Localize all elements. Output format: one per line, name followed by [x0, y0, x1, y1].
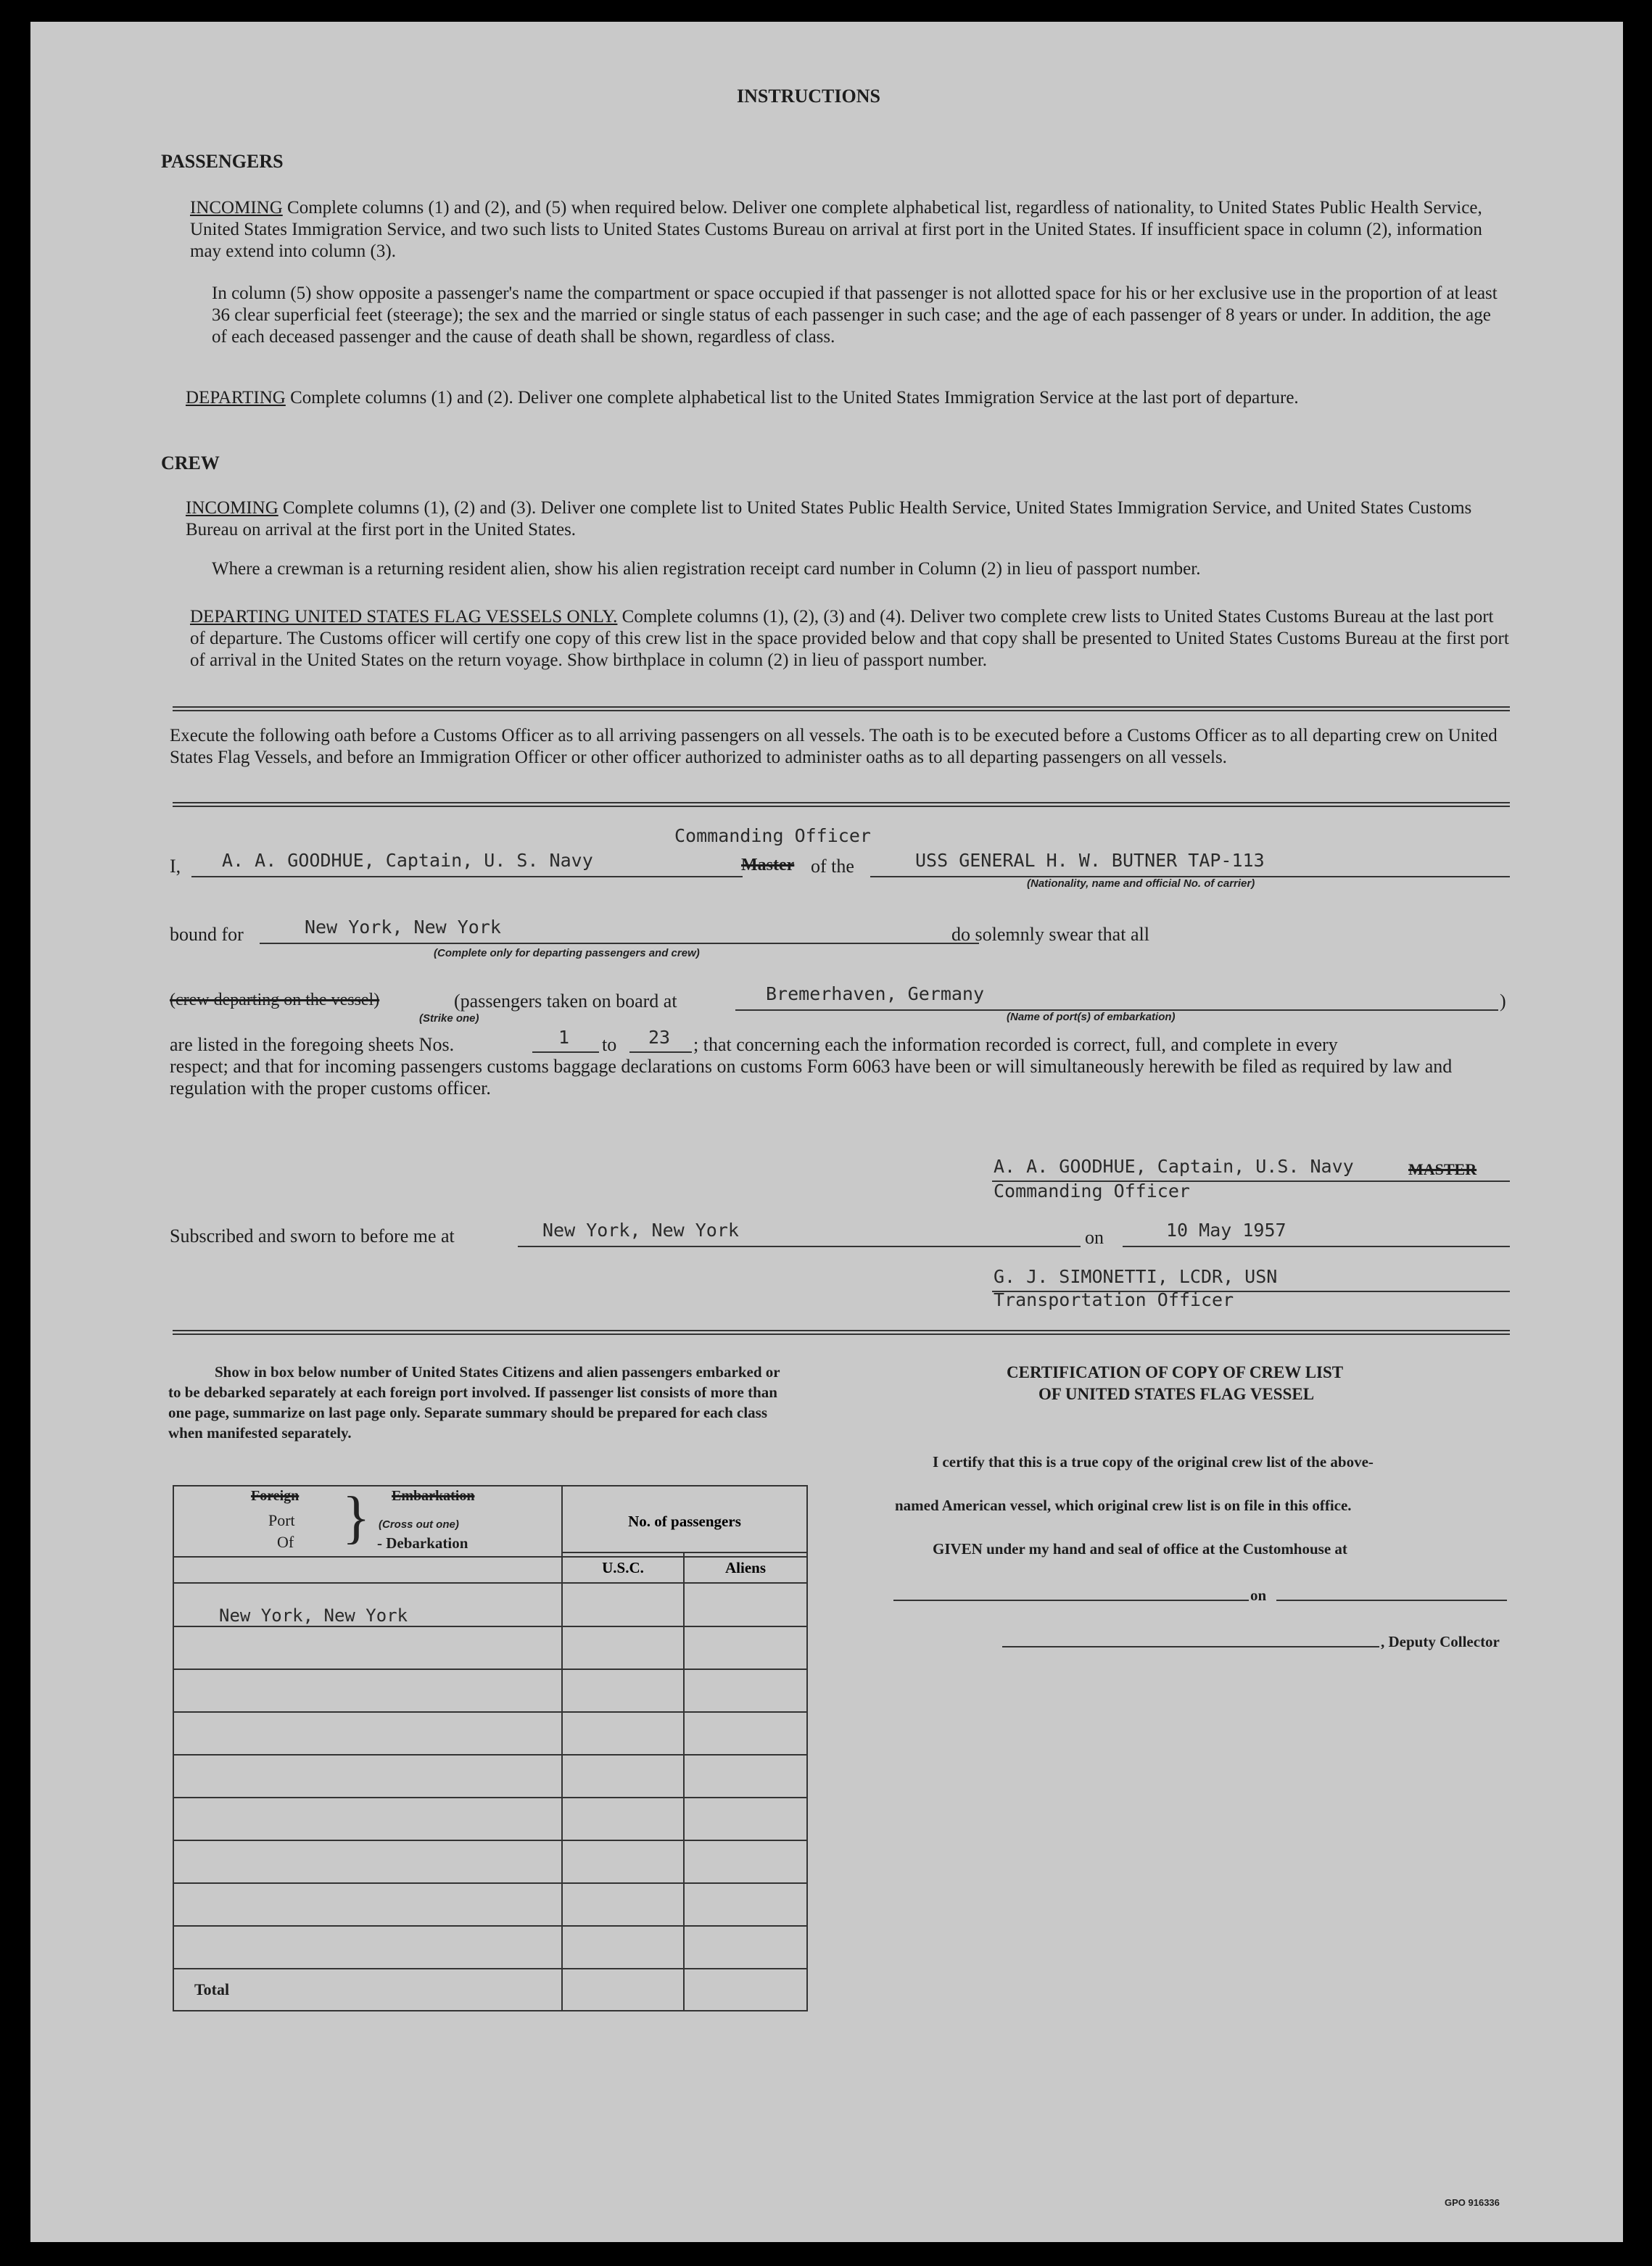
oath-body: respect; and that for incoming passengers customs baggage declarations on customs Form 6063 have been or will simultaneously herewith be filed as required by law and regulation with the proper customs officer. — [170, 1056, 1453, 1099]
embarkation-struck: Embarkation — [392, 1488, 475, 1504]
passengers-heading: PASSENGERS — [161, 151, 284, 172]
passenger-summary-table — [173, 1485, 808, 1558]
certification-line-1: I certify that this is a true copy of the original crew list of the above- — [933, 1453, 1374, 1471]
port-label: Port — [268, 1511, 295, 1529]
of-label: Of — [277, 1533, 294, 1551]
port-header-cell — [173, 1486, 562, 1557]
col-passengers: No. of passengers — [562, 1486, 807, 1557]
customhouse-line — [893, 1600, 1249, 1601]
official-name: G. J. SIMONETTI, LCDR, USN — [994, 1266, 1278, 1287]
to-label: to — [602, 1034, 617, 1055]
crew-incoming-text: Complete columns (1), (2) and (3). Deliver one complete list to United States Public Health Service, United States Immigration Service, and United States Customs Bureau on arrival at the first port in the United States. — [186, 498, 1472, 539]
crew-departing-struck: (crew departing on the vessel) — [170, 991, 380, 1009]
vessel-caption: (Nationality, name and official No. of carrier) — [1027, 877, 1255, 890]
passengers-incoming-label: INCOMING — [190, 198, 283, 218]
table-row — [173, 1840, 562, 1883]
of-the-label: of the — [811, 856, 854, 877]
oath-intro: Execute the following oath before a Customs Officer as to all arriving passengers on all vessels. The oath is to be executed before a Customs Officer as to all departing crew on United States Flag Vessels, and before an Immigration Officer or other officer authorized to administer oaths as to all departing passengers on all vessels. — [170, 726, 1498, 767]
bound-for-line — [260, 943, 979, 944]
divider — [173, 1330, 1510, 1335]
close-paren: ) — [1500, 991, 1506, 1012]
port-embarked: Bremerhaven, Germany — [766, 983, 985, 1004]
officer-name: A. A. GOODHUE, Captain, U. S. Navy — [222, 850, 593, 871]
sheet-from-line — [532, 1051, 599, 1053]
subscribed-date: 10 May 1957 — [1166, 1220, 1287, 1241]
signature-title: Commanding Officer — [994, 1180, 1190, 1202]
passengers-departing-text: Complete columns (1) and (2). Deliver one complete alphabetical list to the United States Immigration Service at the last port of departure. — [290, 388, 1299, 408]
divider — [173, 802, 1510, 807]
signature: A. A. GOODHUE, Captain, U.S. Navy — [994, 1156, 1354, 1177]
table-row — [173, 1669, 562, 1712]
sheets-continued: ; that concerning each the information recorded is correct, full, and complete in every — [693, 1034, 1338, 1055]
master-struck: Master — [741, 856, 795, 874]
table-row — [173, 1755, 562, 1798]
officer-title-typed: Commanding Officer — [674, 825, 871, 846]
strike-caption: (Strike one) — [419, 1012, 479, 1025]
passenger-summary-body — [173, 1552, 808, 2011]
certification-title-2: OF UNITED STATES FLAG VESSEL — [1038, 1385, 1315, 1403]
bound-for-label: bound for — [170, 924, 244, 945]
form-page — [30, 22, 1623, 2242]
i-label: I, — [170, 856, 181, 877]
crew-heading: CREW — [161, 452, 220, 474]
row1-port: New York, New York — [219, 1605, 408, 1626]
subscribed-place-line — [518, 1246, 1081, 1247]
table-row — [173, 1798, 562, 1840]
column5-paragraph: In column (5) show opposite a passenger's name the compartment or space occupied if that passenger is not allotted space for his or her exclusive use in the proportion of at least 36 clear superficial feet (steerage); the sex and the married or single status of each passenger in such case; and the age of each passenger of 8 years or under. In addition, the age of each deceased passenger and the cause of death shall be shown, regardless of class. — [212, 284, 1498, 347]
gpo-code: GPO 916336 — [1445, 2197, 1500, 2208]
subscribed-date-line — [1123, 1246, 1510, 1247]
total-row — [173, 1969, 562, 2011]
page-title: INSTRUCTIONS — [737, 86, 880, 107]
crew-resident-paragraph: Where a crewman is a returning resident alien, show his alien registration receipt card number in Column (2) in lieu of passport number. — [212, 559, 1201, 579]
on-label: on — [1085, 1227, 1104, 1248]
brace: } — [342, 1486, 371, 1550]
cross-out-caption: (Cross out one) — [379, 1518, 459, 1531]
deputy-line — [1002, 1646, 1379, 1647]
certification-title-1: CERTIFICATION OF COPY OF CREW LIST — [1007, 1363, 1344, 1381]
port-caption: (Name of port(s) of embarkation) — [1007, 1011, 1176, 1023]
passengers-departing-paragraph — [186, 387, 1510, 409]
officer-name-line — [191, 876, 743, 877]
crew-incoming-paragraph — [186, 497, 1510, 541]
table-row — [173, 1883, 562, 1926]
table-row — [173, 1926, 562, 1969]
vessel-name: USS GENERAL H. W. BUTNER TAP-113 — [915, 850, 1265, 871]
summary-instructions: Show in box below number of United States Citizens and alien passengers embarked or to be debarked separately at each foreign port involved. If passenger list consists of more than one page, summarize on last page only. Separate summary should be prepared for each class when manifested separately. — [168, 1363, 780, 1442]
table-row — [173, 1583, 562, 1626]
crew-departing-label: DEPARTING UNITED STATES FLAG VESSELS ONLY. — [190, 607, 618, 627]
sheet-to: 23 — [648, 1027, 671, 1048]
foreign-struck: Foreign — [251, 1488, 300, 1504]
col-usc: U.S.C. — [562, 1552, 684, 1583]
certification-line-3: GIVEN under my hand and seal of office at the Customhouse at — [933, 1540, 1347, 1558]
official-title: Transportation Officer — [994, 1289, 1234, 1310]
divider — [173, 706, 1510, 711]
bound-for-caption: (Complete only for departing passengers and crew) — [434, 947, 700, 959]
crew-departing-text: Complete columns (1), (2), (3) and (4). Deliver two complete crew lists to United States Customs Bureau at the last port of departure. The Customs officer will certify one copy of this crew list in the space provided below and that copy shall be presented to United States Customs Bureau at the first port of arrival in the United States on the return voyage. Show birthplace in column (2) in lieu of passport number. — [190, 607, 1509, 670]
subscribed-label: Subscribed and sworn to before me at — [170, 1225, 455, 1246]
passengers-incoming-paragraph — [190, 197, 1503, 262]
passengers-taken-text: (passengers taken on board at — [454, 991, 677, 1012]
passengers-incoming-text: Complete columns (1) and (2), and (5) when required below. Deliver one complete alphabetical list, regardless of nationality, to United States Public Health Service, United States Immigration Service, and two such lists to United States Customs Bureau on arrival at first port in the United States. If insufficient space in column (2), information may extend into column (3). — [190, 198, 1482, 261]
certification-on-label: on — [1250, 1587, 1267, 1604]
master-struck-2: MASTER — [1408, 1160, 1477, 1178]
total-label: Total — [194, 1980, 230, 1998]
subscribed-place: New York, New York — [542, 1220, 739, 1241]
swear-text: do solemnly swear that all — [951, 924, 1149, 945]
sheet-to-line — [629, 1051, 692, 1053]
sheet-from: 1 — [558, 1027, 570, 1048]
table-row — [173, 1626, 562, 1669]
sheets-label: are listed in the foregoing sheets Nos. — [170, 1034, 455, 1055]
col-aliens: Aliens — [684, 1552, 807, 1583]
passengers-departing-label: DEPARTING — [186, 388, 286, 408]
debarkation-label: - Debarkation — [377, 1534, 468, 1552]
certification-line-2: named American vessel, which original crew list is on file in this office. — [895, 1497, 1352, 1514]
certification-date-line — [1276, 1600, 1507, 1601]
crew-incoming-label: INCOMING — [186, 498, 278, 518]
bound-for-value: New York, New York — [305, 917, 501, 938]
crew-departing-paragraph — [190, 606, 1510, 671]
deputy-collector-label: , Deputy Collector — [1381, 1633, 1500, 1650]
table-row — [173, 1712, 562, 1755]
